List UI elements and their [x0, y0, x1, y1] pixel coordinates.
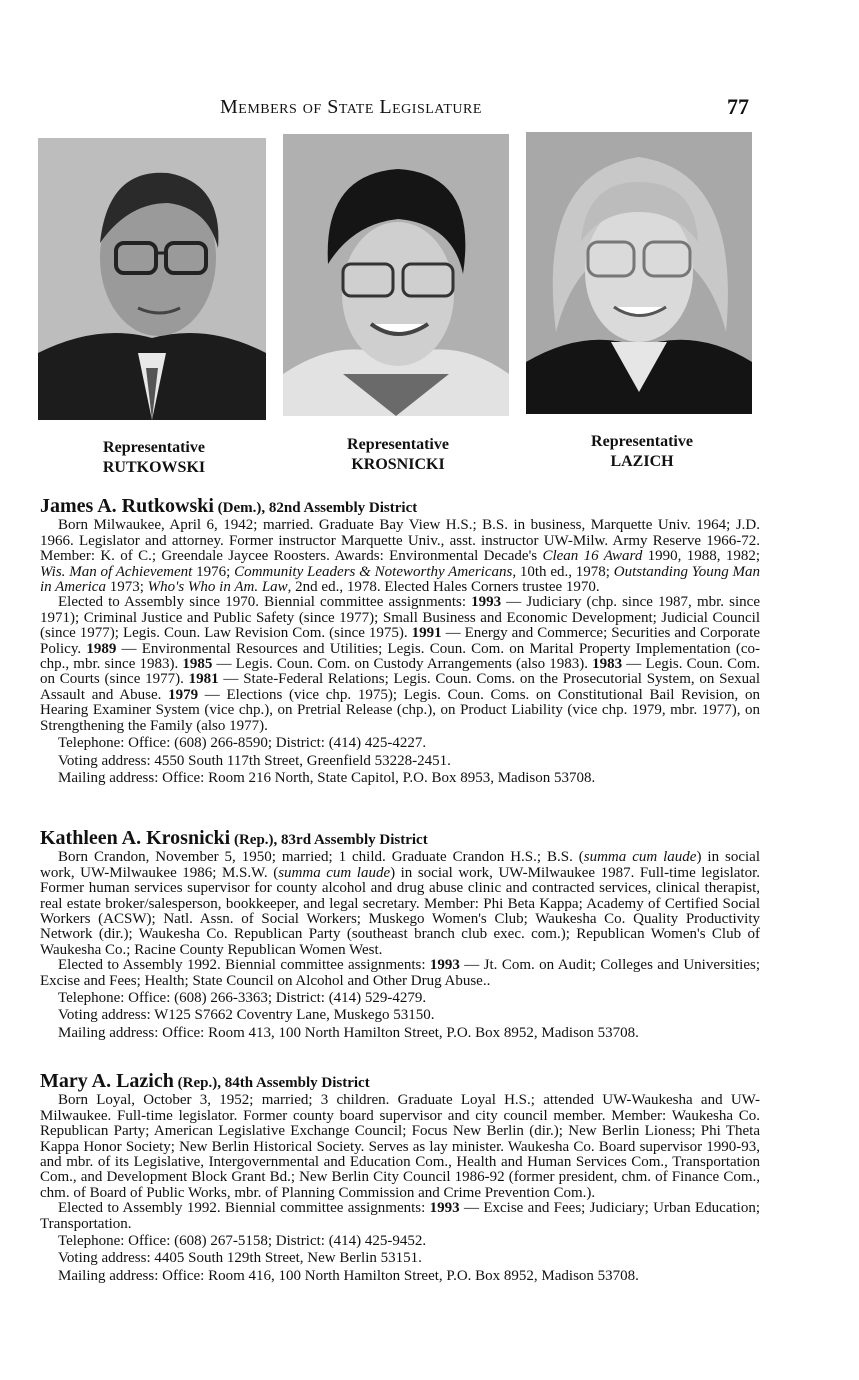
page-number: 77	[727, 94, 749, 119]
member-name: Kathleen A. Krosnicki	[40, 827, 231, 849]
caption-krosnicki	[298, 435, 498, 475]
voting-address: Voting address: 4405 South 129th Street, New Berlin 53151.	[58, 1250, 422, 1267]
page-header	[0, 96, 859, 126]
caption-lazich	[542, 432, 742, 472]
caption-title: Representative	[103, 439, 205, 456]
caption-name: LAZICH	[610, 453, 674, 470]
mailing-address: Mailing address: Office: Room 413, 100 North Hamilton Street, P.O. Box 8952, Madison 53708.	[58, 1024, 639, 1041]
committee-paragraph: Elected to Assembly since 1970. Biennial committee assignments: 1993 — Judiciary (chp. since 1987, mbr. since 1971); Criminal Justice and Public Safety (since 1977); Small Business and Economic Development; Judicial Council (since 1977); Legis. Coun. Law Revision Com. (since 1975). 1991 — Energy and Commerce; Securities and Corporate Policy. 1989 — Environmental Resources and Utilities; Legis. Coun. Com. on Marital Property Implementation (co-chp., mbr. since 1983). 1985 — Legis. Coun. Com. on Custody Arrangements (also 1983). 1983 — Legis. Coun. Com. on Courts (since 1977). 1981 — State-Federal Relations; Legis. Coun. Coms. on the Prosecutorial System, on Sexual Assault and Abuse. 1979 — Elections (vice chp. 1975); Legis. Coun. Coms. on Constitutional Bail Revision, on Hearing Examiner System (vice chp.), on Pretrial Release (chp.), on Product Liability (vice chp. 1979, mbr. 1977), on Strengthening the Family (also 1977).	[40, 594, 760, 734]
portrait-lazich	[526, 132, 752, 414]
biography-paragraph: Born Crandon, November 5, 1950; married; 1 child. Graduate Crandon H.S.; B.S. (summa cum laude) in social work, UW-Milwaukee 1986; M.S.W. (summa cum laude) in social work, UW-Milwaukee 1987. Full-time legislator. Former human services supervisor for county alcohol and drug abuse clinic and contracted services, clinical therapist, real estate broker/salesperson, bookkeeper, and legal secretary. Member: Phi Beta Kappa; Academy of Certified Social Workers (ACSW); Natl. Assn. of Social Workers; Muskego Women's Club; Waukesha Co. Quality Productivity Network (dir.); Waukesha Co. Republican Party (southeast branch club exec. com.); Republican Women's Club of Waukesha Co.; Racine County Republican Women West.	[40, 849, 761, 958]
caption-rutkowski	[54, 438, 254, 478]
voting-address: Voting address: W125 S7662 Coventry Lane, Muskego 53150.	[58, 1007, 435, 1024]
mailing-address: Mailing address: Office: Room 216 North, State Capitol, P.O. Box 8953, Madison 53708.	[58, 769, 596, 786]
bio-krosnicki	[40, 827, 761, 1041]
party-district: (Rep.), 84th Assembly District	[177, 1075, 370, 1091]
caption-title: Representative	[347, 436, 449, 453]
party-district: (Dem.), 82nd Assembly District	[217, 500, 418, 516]
bio-heading	[40, 1070, 760, 1092]
mailing-address: Mailing address: Office: Room 416, 100 North Hamilton Street, P.O. Box 8952, Madison 53708.	[58, 1267, 639, 1284]
caption-title: Representative	[591, 433, 693, 450]
telephone: Telephone: Office: (608) 266-8590; District: (414) 425-4227.	[58, 735, 427, 752]
telephone: Telephone: Office: (608) 266-3363; District: (414) 529-4279.	[58, 990, 427, 1007]
bio-rutkowski	[40, 495, 761, 786]
committee-paragraph: Elected to Assembly 1992. Biennial committee assignments: 1993 — Excise and Fees; Judiciary; Urban Education; Transportation.	[40, 1200, 760, 1232]
bio-heading	[40, 827, 760, 849]
biography-paragraph: Born Loyal, October 3, 1952; married; 3 children. Graduate Loyal H.S.; attended UW-Waukesha and UW-Milwaukee. Full-time legislator. Former county board supervisor and city council member. Member: Waukesha Co. Republican Party; American Legislative Exchange Council; Focus New Berlin (dir.); New Berlin Lioness; Phi Theta Kappa Honor Society; New Berlin Historical Society. Serves as lay minister. Waukesha Co. Board supervisor 1990-93, and mbr. of its Legislative, Intergovernmental and Education Com., Health and Human Services Com., Transportation Com., and Development Block Grant Bd.; New Berlin City Council 1986-92 (former president, chm. of Finance Com., chm. of Board of Public Works, mbr. of Planning Commission and Crime Prevention Com.).	[40, 1092, 760, 1201]
biography-paragraph: Born Milwaukee, April 6, 1942; married. Graduate Bay View H.S.; B.S. in business, Marquette Univ. 1964; J.D. 1966. Legislator and attorney. Former instructor Marquette Univ., asst. instructor UW-Milw. Army Reserve 1966-72. Member: K. of C.; Greendale Jaycee Roosters. Awards: Environmental Decade's Clean 16 Award 1990, 1988, 1982; Wis. Man of Achievement 1976; Community Leaders & Noteworthy Americans, 10th ed., 1978; Outstanding Young Man in America 1973; Who's Who in Am. Law, 2nd ed., 1978. Elected Hales Corners trustee 1970.	[40, 517, 761, 596]
caption-name: RUTKOWSKI	[102, 459, 206, 476]
portrait-rutkowski	[38, 138, 266, 420]
telephone: Telephone: Office: (608) 267-5158; District: (414) 425-9452.	[58, 1233, 427, 1250]
running-title: Members of State Legislature	[220, 96, 482, 118]
voting-address: Voting address: 4550 South 117th Street, Greenfield 53228-2451.	[58, 752, 451, 769]
bio-heading	[40, 495, 760, 517]
portrait-krosnicki	[283, 134, 509, 416]
member-name: James A. Rutkowski	[40, 495, 214, 517]
committee-paragraph: Elected to Assembly 1992. Biennial committee assignments: 1993 — Jt. Com. on Audit; Colleges and Universities; Excise and Fees; Health; State Council on Alcohol and Other Drug Abuse..	[40, 957, 760, 989]
caption-name: KROSNICKI	[351, 456, 445, 473]
party-district: (Rep.), 83rd Assembly District	[233, 832, 428, 848]
bio-lazich	[40, 1070, 760, 1284]
member-name: Mary A. Lazich	[40, 1070, 174, 1092]
